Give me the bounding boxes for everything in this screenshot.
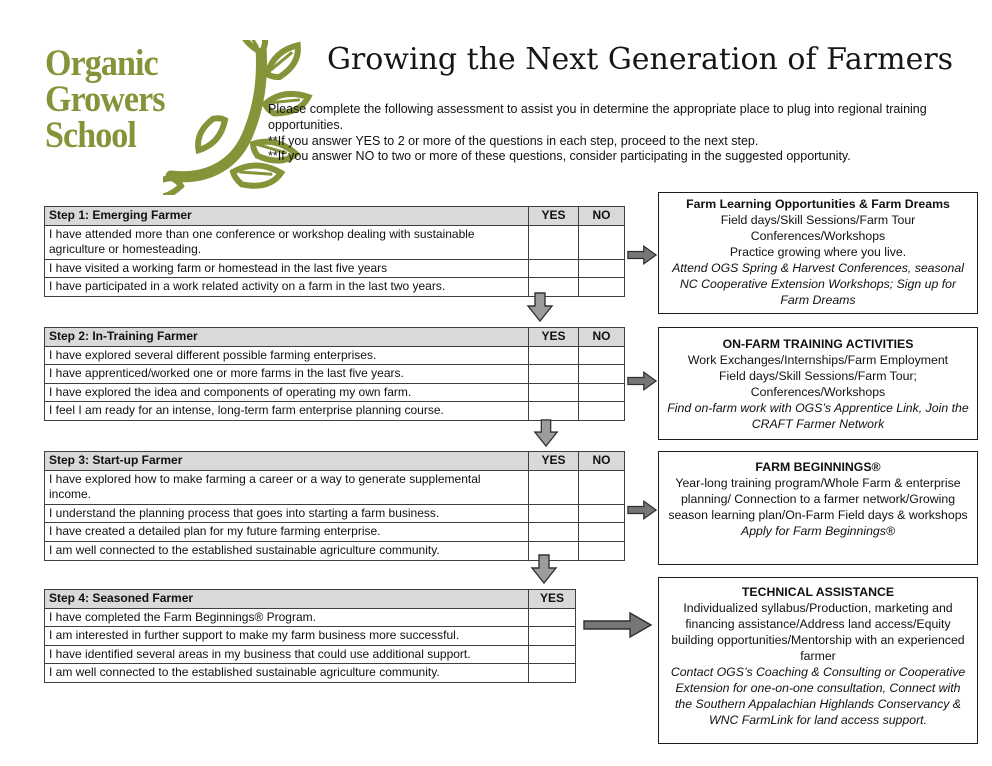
question-text: I am well connected to the established sustainable agriculture community.	[45, 541, 529, 560]
table-row	[45, 504, 625, 523]
box-body-line: Individualized syllabus/Production, marketing and financing assistance/Address land access/Equity building opportunities/Mentorship with an experienced farmer	[671, 600, 965, 663]
table-row	[45, 365, 625, 384]
no-column-header: NO	[579, 452, 625, 471]
step-4-title: Step 4: Seasoned Farmer	[45, 590, 529, 609]
step-3-table	[44, 451, 625, 561]
question-text: I understand the planning process that goes into starting a farm business.	[45, 504, 529, 523]
answer-cell-yes[interactable]	[529, 523, 579, 542]
suggestion-box-farm-beginnings	[658, 451, 978, 565]
step-3-title: Step 3: Start-up Farmer	[45, 452, 529, 471]
table-row	[45, 523, 625, 542]
answer-cell-no[interactable]	[579, 383, 625, 402]
question-text: I am well connected to the established sustainable agriculture community.	[45, 664, 529, 683]
right-arrow-icon-2	[627, 369, 657, 393]
question-text: I feel I am ready for an intense, long-term farm enterprise planning course.	[45, 402, 529, 421]
step-1-title: Step 1: Emerging Farmer	[45, 207, 529, 226]
question-text: I have visited a working farm or homestead in the last five years	[45, 259, 529, 278]
answer-cell-yes[interactable]	[529, 225, 579, 259]
answer-cell-yes[interactable]	[529, 402, 579, 421]
suggestion-box-farm-learning	[658, 192, 978, 314]
no-column-header: NO	[579, 207, 625, 226]
intro-paragraph: Please complete the following assessment to assist you in determine the appropriate place to plug into regional training opportunities.	[268, 102, 927, 132]
answer-cell-yes[interactable]	[529, 645, 576, 664]
answer-cell-no[interactable]	[579, 504, 625, 523]
box-body-line: Year-long training program/Whole Farm & enterprise planning/ Connection to a farmer network/Growing season learning plan/On-Farm Field days & workshops	[668, 475, 968, 522]
answer-cell-yes[interactable]	[529, 346, 579, 365]
box-title: ON-FARM TRAINING ACTIVITIES	[722, 337, 914, 351]
organic-growers-school-logo	[45, 40, 285, 192]
logo-word-school: School	[45, 115, 136, 156]
question-text: I have participated in a work related activity on a farm in the last two years.	[45, 278, 529, 297]
box-title: FARM BEGINNINGS®	[755, 460, 881, 474]
table-row	[45, 664, 576, 683]
question-text: I have completed the Farm Beginnings® Program.	[45, 608, 529, 627]
table-row	[45, 608, 576, 627]
answer-cell-no[interactable]	[579, 365, 625, 384]
question-text: I have identified several areas in my business that could use additional support.	[45, 645, 529, 664]
answer-cell-no[interactable]	[579, 259, 625, 278]
answer-cell-yes[interactable]	[529, 470, 579, 504]
right-arrow-icon-3	[627, 498, 657, 522]
box-title: TECHNICAL ASSISTANCE	[741, 585, 895, 599]
answer-cell-no[interactable]	[579, 278, 625, 297]
step-4-table	[44, 589, 576, 683]
no-column-header: NO	[579, 328, 625, 347]
step-2-table	[44, 327, 625, 421]
right-arrow-icon-1	[627, 243, 657, 267]
answer-cell-no[interactable]	[579, 402, 625, 421]
intro-note-no: **If you answer NO to two or more of these questions, consider participating in the suggested opportunity.	[268, 149, 851, 164]
yes-column-header: YES	[529, 452, 579, 471]
answer-cell-yes[interactable]	[529, 608, 576, 627]
page-title: Growing the Next Generation of Farmers	[326, 42, 954, 77]
box-body-line: Field days/Skill Sessions/Farm Tour;	[719, 368, 917, 383]
step-1-table	[44, 206, 625, 297]
logo-text	[45, 43, 165, 156]
table-row	[45, 470, 625, 504]
down-arrow-icon-1	[524, 292, 556, 322]
box-body-line: Practice growing where you live.	[729, 244, 907, 259]
answer-cell-no[interactable]	[579, 523, 625, 542]
box-italic-note: Apply for Farm Beginnings®	[741, 523, 895, 538]
question-text: I am interested in further support to make my farm business more successful.	[45, 627, 529, 646]
intro-note-yes: **If you answer YES to 2 or more of the questions in each step, proceed to the next step.	[268, 133, 759, 148]
answer-cell-yes[interactable]	[529, 365, 579, 384]
intro-text	[268, 102, 968, 165]
table-row	[45, 645, 576, 664]
table-row	[45, 383, 625, 402]
question-text: I have attended more than one conference or workshop dealing with sustainable agriculture or homesteading.	[45, 225, 529, 259]
suggestion-box-technical-assistance	[658, 577, 978, 744]
logo-word-growers: Growers	[45, 79, 165, 120]
table-row	[45, 402, 625, 421]
answer-cell-yes[interactable]	[529, 383, 579, 402]
yes-column-header: YES	[529, 207, 579, 226]
answer-cell-yes[interactable]	[529, 504, 579, 523]
answer-cell-yes[interactable]	[529, 259, 579, 278]
question-text: I have explored several different possible farming enterprises.	[45, 346, 529, 365]
down-arrow-icon-2	[530, 419, 562, 447]
answer-cell-no[interactable]	[579, 470, 625, 504]
box-body-line: Work Exchanges/Internships/Farm Employment	[687, 352, 949, 367]
right-arrow-icon-4	[583, 611, 653, 639]
question-text: I have explored the idea and components of operating my own farm.	[45, 383, 529, 402]
yes-column-header: YES	[529, 328, 579, 347]
table-row	[45, 627, 576, 646]
question-text: I have explored how to make farming a career or a way to generate supplemental income.	[45, 470, 529, 504]
table-row	[45, 346, 625, 365]
step-2-title: Step 2: In-Training Farmer	[45, 328, 529, 347]
logo-word-organic: Organic	[45, 43, 158, 84]
answer-cell-no[interactable]	[579, 346, 625, 365]
answer-cell-yes[interactable]	[529, 627, 576, 646]
box-italic-note: Contact OGS’s Coaching & Consulting or Cooperative Extension for one-on-one consultation, Connect with the Southern Appalachian Highlands Conservancy & WNC FarmLink for land access support.	[670, 664, 966, 727]
suggestion-box-on-farm-training	[658, 327, 978, 440]
down-arrow-icon-3	[528, 554, 560, 584]
answer-cell-no[interactable]	[579, 225, 625, 259]
box-title: Farm Learning Opportunities & Farm Dreams	[686, 197, 950, 211]
table-row	[45, 259, 625, 278]
box-italic-note: Find on-farm work with OGS’s Apprentice Link, Join the CRAFT Farmer Network	[667, 400, 969, 431]
question-text: I have created a detailed plan for my future farming enterprise.	[45, 523, 529, 542]
table-row	[45, 225, 625, 259]
answer-cell-yes[interactable]	[529, 664, 576, 683]
box-italic-note: Attend OGS Spring & Harvest Conferences, seasonal NC Cooperative Extension Workshops; Sign up for Farm Dreams	[672, 260, 964, 307]
box-body-line: Field days/Skill Sessions/Farm Tour	[720, 212, 916, 227]
box-body-line: Conferences/Workshops	[750, 384, 886, 399]
question-text: I have apprenticed/worked one or more farms in the last five years.	[45, 365, 529, 384]
answer-cell-no[interactable]	[579, 541, 625, 560]
box-body-line: Conferences/Workshops	[750, 228, 886, 243]
yes-column-header: YES	[529, 590, 576, 609]
